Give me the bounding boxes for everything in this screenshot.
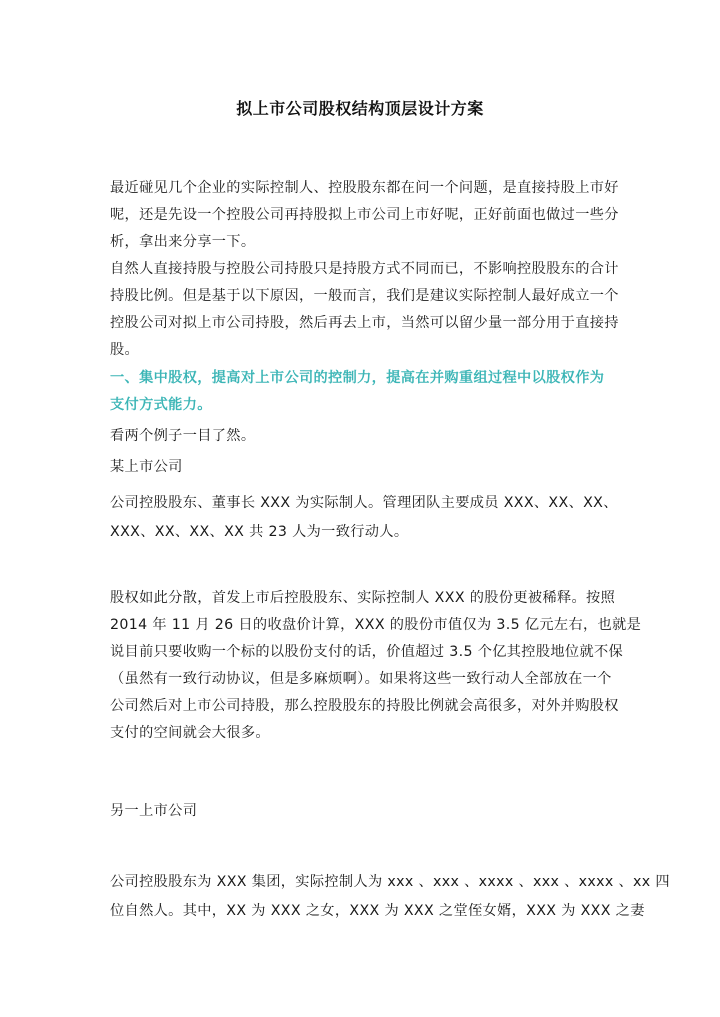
text-line: 公司然后对上市公司持股，那么控股股东的持股比例就会高很多，对外并购股权	[110, 698, 619, 714]
text-line: 持股比例。但是基于以下原因，一般而言，我们是建议实际控制人最好成立一个	[110, 288, 619, 304]
text-line: 支付的空间就会大很多。	[110, 725, 270, 741]
text-line: 自然人直接持股与控股公司持股只是持股方式不同而已，不影响控股股东的合计	[110, 261, 619, 277]
text-line: 公司控股股东为 XXX 集团，实际控制人为 xxx 、xxx 、xxxx 、xxx 、xxxx 、xx 四	[110, 874, 670, 890]
text-line: 呢，还是先设一个控股公司再持股拟上市公司上市好呢，正好前面也做过一些分	[110, 207, 619, 223]
example-label: 某上市公司	[110, 459, 183, 475]
text-line: 股权如此分散，首发上市后控股股东、实际控制人 XXX 的股份更被稀释。按照	[110, 590, 616, 606]
text-line: XXX、XX、XX、XX 共 23 人为一致行动人。	[110, 524, 409, 540]
text-line: 最近碰见几个企业的实际控制人、控股股东都在问一个问题，是直接持股上市好	[110, 180, 619, 196]
text-line: 2014 年 11 月 26 日的收盘价计算，XXX 的股份市值仅为 3.5 亿元左右，也就是	[110, 617, 642, 633]
text-line: 看两个例子一目了然。	[110, 428, 256, 444]
text-line: 析，拿出来分享一下。	[110, 234, 256, 250]
text-line: （虽然有一致行动协议，但是多麻烦啊）。如果将这些一致行动人全部放在一个	[110, 671, 612, 687]
text-line: 控股公司对拟上市公司持股，然后再去上市，当然可以留少量一部分用于直接持	[110, 315, 619, 331]
heading-line: 支付方式能力。	[110, 397, 212, 413]
example-label: 另一上市公司	[110, 803, 198, 819]
text-line: 公司控股股东、董事长 XXX 为实际制人。管理团队主要成员 XXX、XX、XX、	[110, 495, 618, 511]
text-line: 说目前只要收购一个标的以股份支付的话，价值超过 3.5 个亿其控股地位就不保	[110, 644, 624, 660]
text-line: 股。	[110, 342, 140, 358]
text-line: 位自然人。其中，XX 为 XXX 之女，XXX 为 XXX 之堂侄女婿，XXX 为 XXX 之妻	[110, 903, 645, 919]
heading-line: 一、集中股权，提高对上市公司的控制力，提高在并购重组过程中以股权作为	[110, 370, 605, 386]
document-title: 拟上市公司股权结构顶层设计方案	[236, 99, 484, 118]
